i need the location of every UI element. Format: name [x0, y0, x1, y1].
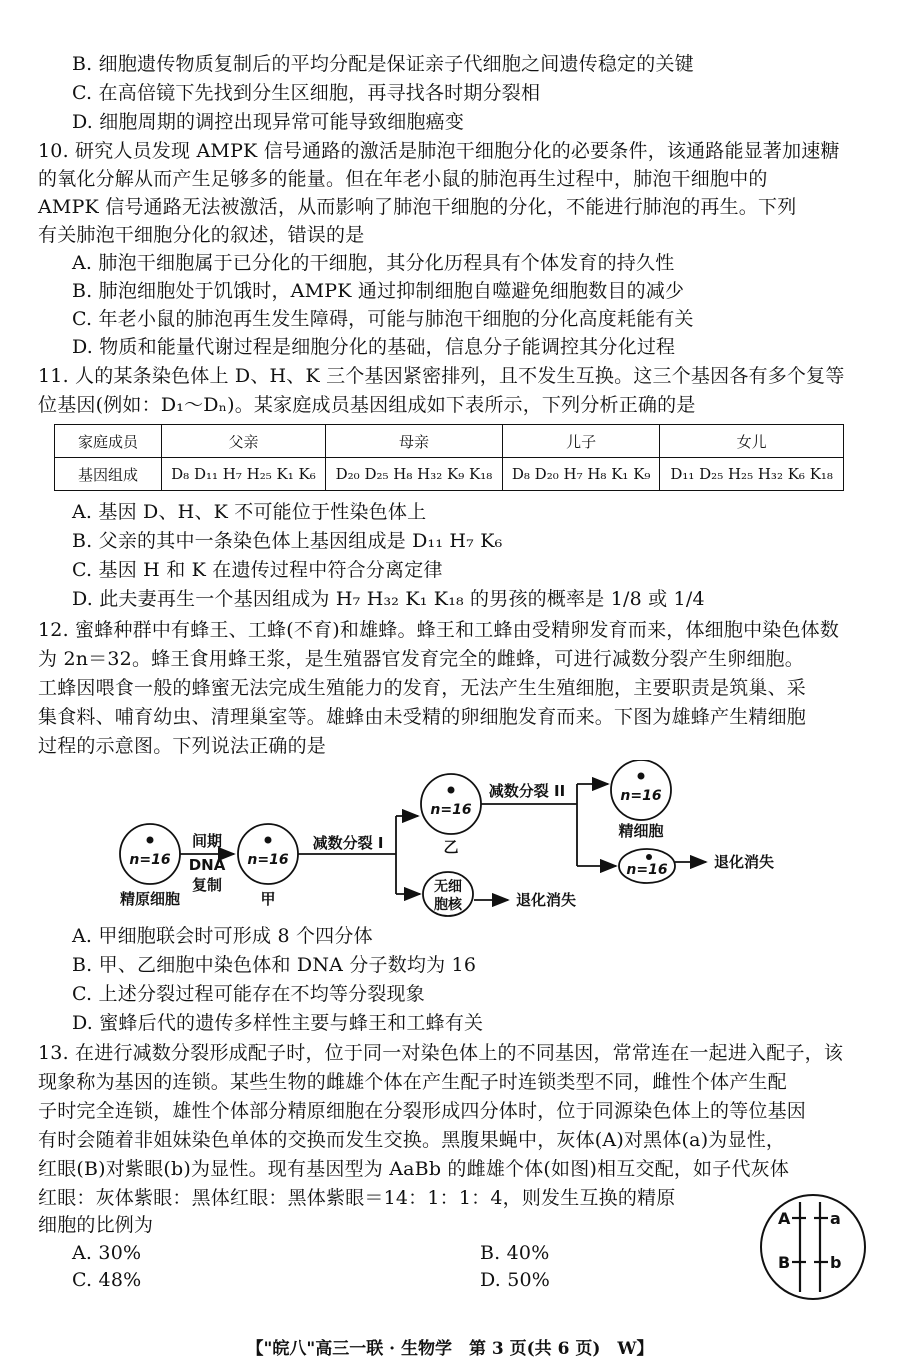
table-row-label: 基因组成	[55, 458, 162, 491]
q12-stem-line-2: 为 2n＝32。蜂王食用蜂王浆，是生殖器官发育完全的雌蜂，可进行减数分裂产生卵细胞。	[38, 648, 804, 670]
gene-label-B: B	[778, 1253, 791, 1272]
q11-option-a: A. 基因 D、H、K 不可能位于性染色体上	[72, 501, 427, 523]
label-spermatogonium: 精原细胞	[119, 890, 181, 908]
table-header-cell: 家庭成员	[55, 425, 162, 458]
label-n16-sperm: n=16	[620, 788, 662, 804]
q10-stem-line-4: 有关肺泡干细胞分化的叙述，错误的是	[38, 224, 365, 246]
label-interphase: 间期	[191, 832, 223, 850]
table-header-row	[55, 425, 844, 458]
table-header-cell: 女儿	[660, 425, 844, 458]
q12-option-d: D. 蜜蜂后代的遗传多样性主要与蜂王和工蜂有关	[72, 1012, 484, 1034]
label-n16-yi: n=16	[430, 802, 472, 818]
q13-stem-line-6: 红眼：灰体紫眼：黑体红眼：黑体紫眼＝14：1：1：4，则发生互换的精原	[38, 1187, 676, 1209]
nucleus-dot	[448, 787, 455, 794]
label-sperm: 精细胞	[618, 822, 664, 840]
label-meiosis-2: 减数分裂 II	[488, 782, 566, 800]
q12-option-a: A. 甲细胞联会时可形成 8 个四分体	[72, 925, 373, 947]
q11-option-b: B. 父亲的其中一条染色体上基因组成是 D₁₁ H₇ K₆	[72, 530, 503, 552]
q12-stem-line-1: 12. 蜜蜂种群中有蜂王、工蜂(不育)和雄蜂。蜂王和工蜂由受精卵发育而来，体细胞中染色体数	[38, 619, 840, 641]
gene-table	[54, 424, 844, 491]
table-header-cell: 母亲	[325, 425, 502, 458]
q12-option-c: C. 上述分裂过程可能存在不均等分裂现象	[72, 983, 425, 1005]
table-header-cell: 儿子	[502, 425, 659, 458]
q13-stem-line-3: 子时完全连锁，雄性个体部分精原细胞在分裂形成四分体时，位于同源染色体上的等位基因	[38, 1100, 807, 1122]
spermatogenesis-diagram	[0, 760, 900, 925]
label-yi: 乙	[443, 838, 459, 856]
q11-option-c: C. 基因 H 和 K 在遗传过程中符合分离定律	[72, 559, 443, 581]
q12-stem-line-5: 过程的示意图。下列说法正确的是	[38, 735, 327, 757]
label-degenerate-2: 退化消失	[515, 891, 577, 909]
nucleus-dot	[265, 837, 272, 844]
q9-option-d: D. 细胞周期的调控出现异常可能导致细胞癌变	[72, 111, 465, 133]
table-cell-mother: D₂₀ D₂₅ H₈ H₃₂ K₉ K₁₈	[325, 458, 502, 491]
q10-option-c: C. 年老小鼠的肺泡再生发生障碍，可能与肺泡干细胞的分化高度耗能有关	[72, 308, 694, 330]
table-cell-son: D₈ D₂₀ H₇ H₈ K₁ K₉	[502, 458, 659, 491]
label-no-nucleus-1: 无细	[434, 879, 462, 895]
q12-stem-line-3: 工蜂因喂食一般的蜂蜜无法完成生殖能力的发育，无法产生生殖细胞，主要职责是筑巢、采	[38, 677, 807, 699]
label-jia: 甲	[260, 890, 276, 908]
label-replication: 复制	[191, 876, 223, 894]
label-n16-jia: n=16	[247, 852, 289, 868]
q13-stem-line-5: 红眼(B)对紫眼(b)为显性。现有基因型为 AaBb 的雌雄个体(如图)相互交配，如子代灰体	[38, 1158, 790, 1180]
q12-stem-line-4: 集食料、哺育幼虫、清理巢室等。雄蜂由未受精的卵细胞发育而来。下图为雄蜂产生精细胞	[38, 706, 807, 728]
table-header-cell: 父亲	[162, 425, 326, 458]
label-n16-small: n=16	[626, 862, 668, 878]
q13-option-c: C. 48%	[72, 1269, 142, 1291]
q13-stem-line-2: 现象称为基因的连锁。某些生物的雌雄个体在产生配子时连锁类型不同，雌性个体产生配	[38, 1071, 787, 1093]
table-cell-father: D₈ D₁₁ H₇ H₂₅ K₁ K₆	[162, 458, 326, 491]
q10-option-b: B. 肺泡细胞处于饥饿时，AMPK 通过抑制细胞自噬避免细胞数目的减少	[72, 280, 685, 302]
label-no-nucleus-2: 胞核	[434, 897, 462, 913]
gene-label-A: A	[778, 1209, 791, 1228]
q13-option-a: A. 30%	[72, 1242, 142, 1264]
chromosome-figure	[758, 1172, 868, 1322]
q13-option-b: B. 40%	[480, 1242, 550, 1264]
q10-stem-line-2: 的氧化分解从而产生足够多的能量。但在年老小鼠的肺泡再生过程中，肺泡干细胞中的	[38, 168, 768, 190]
q13-stem-line-7: 细胞的比例为	[38, 1214, 154, 1236]
gene-label-b: b	[830, 1253, 842, 1272]
label-degenerate-1: 退化消失	[713, 853, 775, 871]
q11-option-d: D. 此夫妻再生一个基因组成为 H₇ H₃₂ K₁ K₁₈ 的男孩的概率是 1/8 或 1/4	[72, 588, 705, 610]
table-row	[55, 458, 844, 491]
nucleus-dot	[646, 854, 652, 860]
q11-stem-line-2: 位基因(例如：D₁～Dₙ)。某家庭成员基因组成如下表所示，下列分析正确的是	[38, 394, 696, 416]
page-footer: 【"皖八"高三一联 · 生物学 第 3 页(共 6 页) W】	[246, 1339, 654, 1359]
label-n16-spermatogonium: n=16	[129, 852, 171, 868]
gene-label-a: a	[830, 1209, 841, 1228]
q12-option-b: B. 甲、乙细胞中染色体和 DNA 分子数均为 16	[72, 954, 477, 976]
q13-option-d: D. 50%	[480, 1269, 551, 1291]
q9-option-c: C. 在高倍镜下先找到分生区细胞，再寻找各时期分裂相	[72, 82, 541, 104]
nucleus-dot	[638, 773, 645, 780]
q13-stem-line-4: 有时会随着非姐妹染色单体的交换而发生交换。黑腹果蝇中，灰体(A)对黑体(a)为显性，	[38, 1129, 786, 1151]
label-dna: DNA	[188, 856, 226, 874]
q11-stem-line-1: 11. 人的某条染色体上 D、H、K 三个基因紧密排列，且不发生互换。这三个基因各有多个复等	[38, 365, 845, 387]
label-meiosis-1: 减数分裂 I	[312, 834, 384, 852]
q10-stem-line-3: AMPK 信号通路无法被激活，从而影响了肺泡干细胞的分化，不能进行肺泡的再生。下列	[38, 196, 797, 218]
nucleus-dot	[147, 837, 154, 844]
q13-stem-line-1: 13. 在进行减数分裂形成配子时，位于同一对染色体上的不同基因，常常连在一起进入配子，该	[38, 1042, 844, 1064]
q9-option-b: B. 细胞遗传物质复制后的平均分配是保证亲子代细胞之间遗传稳定的关键	[72, 53, 694, 75]
q10-option-a: A. 肺泡干细胞属于已分化的干细胞，其分化历程具有个体发育的持久性	[72, 252, 675, 274]
table-cell-daughter: D₁₁ D₂₅ H₂₅ H₃₂ K₆ K₁₈	[660, 458, 844, 491]
q10-option-d: D. 物质和能量代谢过程是细胞分化的基础，信息分子能调控其分化过程	[72, 336, 676, 358]
q10-stem-line-1: 10. 研究人员发现 AMPK 信号通路的激活是肺泡干细胞分化的必要条件，该通路能显著加速糖	[38, 140, 840, 162]
